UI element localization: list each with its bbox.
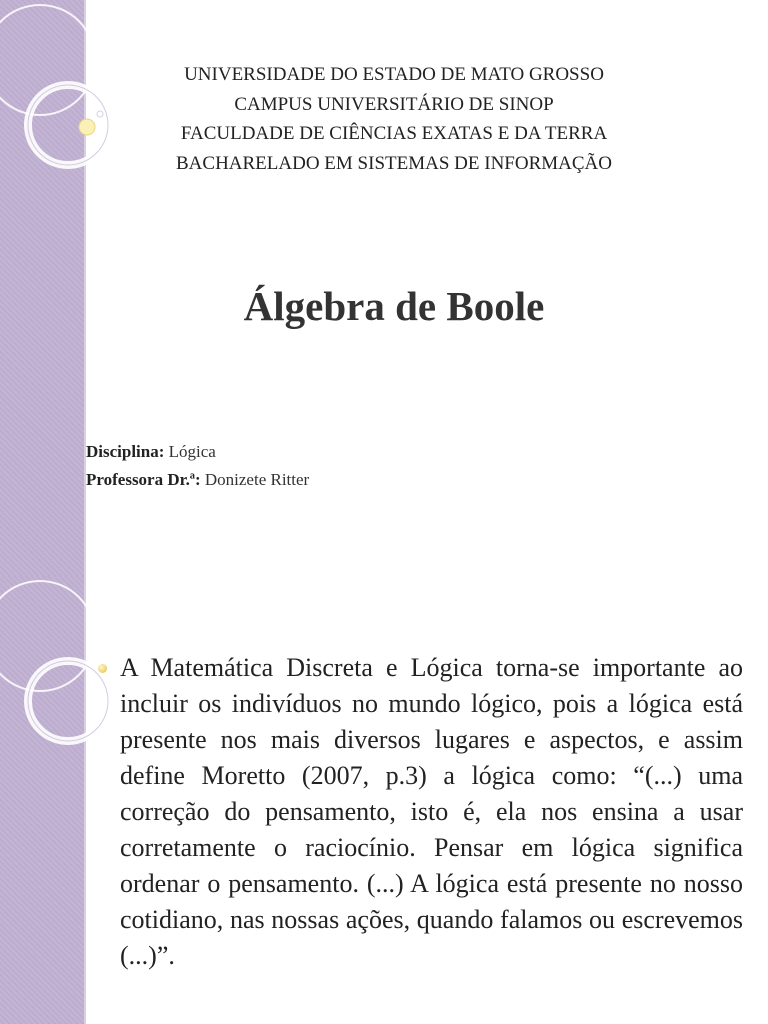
bullet-text: A Matemática Discreta e Lógica torna-se importante ao incluir os indivíduos no mundo lógico, pois a lógica está presente nos mais diversos lugares e aspectos, e assim define Moretto (2007, p.3) a lógica como: “(...) uma correção do pensamento, isto é, ela nos ensina a usar corretamente o raciocínio. Pensar em lógica significa ordenar o pensamento. (...) A lógica está presente no nosso cotidiano, nas nossas ações, quando falamos ou escrevemos (...)”. bbox=[120, 653, 743, 970]
header-line: BACHARELADO EM SISTEMAS DE INFORMAÇÃO bbox=[176, 152, 612, 174]
header-line: UNIVERSIDADE DO ESTADO DE MATO GROSSO bbox=[184, 64, 604, 85]
discipline-line bbox=[86, 438, 309, 466]
professor-value: Donizete Ritter bbox=[204, 470, 310, 489]
institution-header bbox=[86, 60, 702, 178]
header-line: FACULDADE DE CIÊNCIAS EXATAS E DA TERRA bbox=[180, 123, 608, 144]
course-info bbox=[86, 438, 309, 494]
discipline-value: Lógica bbox=[168, 442, 216, 461]
circles-decoration bbox=[0, 576, 130, 776]
professor-line bbox=[86, 466, 309, 494]
professor-label: Professora Dr.ª: bbox=[86, 470, 201, 489]
discipline-label: Disciplina: bbox=[86, 442, 165, 461]
bullet-icon bbox=[98, 664, 107, 673]
header-line: CAMPUS UNIVERSITÁRIO DE SINOP bbox=[234, 93, 554, 115]
slide-title: Álgebra de Boole bbox=[243, 283, 545, 329]
